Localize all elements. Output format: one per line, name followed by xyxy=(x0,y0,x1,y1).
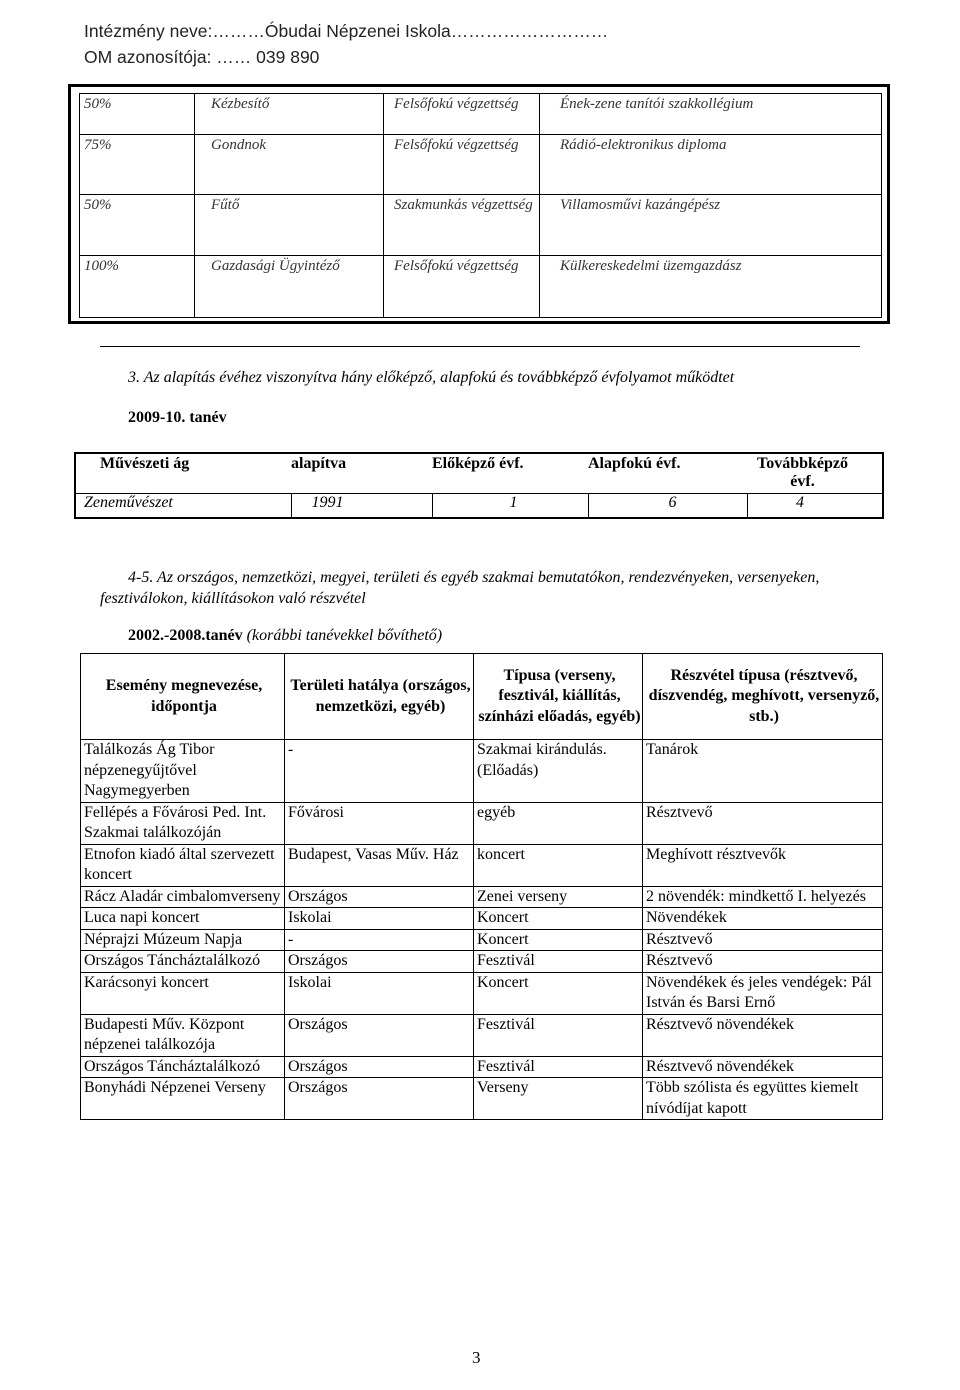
event-name: Találkozás Ág Tibor népzenegyűjtővel Nagymegyerben xyxy=(81,740,285,803)
column-header: Előképző évf. xyxy=(432,455,524,472)
event-scope: Budapest, Vasas Műv. Ház xyxy=(285,844,474,886)
staff-percent: 50% xyxy=(80,195,195,256)
table-row xyxy=(80,195,882,256)
event-name: Néprajzi Múzeum Napja xyxy=(81,929,285,951)
event-participation: Növendékek és jeles vendégek: Pál István és Barsi Ernő xyxy=(643,972,883,1014)
event-type: koncert xyxy=(474,844,643,886)
cell: 4 xyxy=(747,493,883,518)
event-name: Karácsonyi koncert xyxy=(81,972,285,1014)
column-header: alapítva xyxy=(291,455,347,472)
event-scope: Országos xyxy=(285,886,474,908)
staff-role: Gazdasági Ügyintéző xyxy=(195,256,384,318)
table-row xyxy=(81,1056,883,1078)
table-row xyxy=(81,1078,883,1120)
event-participation: Meghívott résztvevők xyxy=(643,844,883,886)
event-scope: - xyxy=(285,740,474,803)
staff-education: Felsőfokú végzettség xyxy=(384,94,540,135)
event-type: Zenei verseny xyxy=(474,886,643,908)
staff-qualification: Rádió-elektronikus diploma xyxy=(540,135,882,195)
staff-table-frame xyxy=(68,84,890,324)
institution-name: Intézmény neve:………Óbudai Népzenei Iskola……………………… xyxy=(84,21,609,41)
column-header: Továbbképző évf. xyxy=(757,455,848,490)
event-type: Fesztivál xyxy=(474,1014,643,1056)
event-participation: Résztvevő xyxy=(643,802,883,844)
staff-education: Szakmunkás végzettség xyxy=(384,195,540,256)
staff-percent: 50% xyxy=(80,94,195,135)
column-header: Részvétel típusa (résztvevő, díszvendég, meghívott, versenyző, stb.) xyxy=(643,654,883,740)
table-row xyxy=(81,740,883,803)
cell: 1 xyxy=(432,493,588,518)
section45-question: 4-5. Az országos, nemzetközi, megyei, területi és egyéb szakmai bemutatókon, rendezvényeken, versenyeken, fesztiválokon, kiállításokon való részvétel xyxy=(100,569,820,607)
event-participation: Résztvevő xyxy=(643,929,883,951)
event-participation: Növendékek xyxy=(643,908,883,930)
event-type: Szakmai kirándulás. (Előadás) xyxy=(474,740,643,803)
column-header: Típusa (verseny, fesztivál, kiállítás, színházi előadás, egyéb) xyxy=(474,654,643,740)
event-participation: Tanárok xyxy=(643,740,883,803)
staff-role: Gondnok xyxy=(195,135,384,195)
event-scope: Országos xyxy=(285,1078,474,1120)
event-name: Rácz Aladár cimbalomverseny xyxy=(81,886,285,908)
table-row xyxy=(75,453,883,493)
event-type: Koncert xyxy=(474,972,643,1014)
staff-qualification: Ének-zene tanítói szakkollégium xyxy=(540,94,882,135)
column-header: Területi hatálya (országos, nemzetközi, egyéb) xyxy=(285,654,474,740)
staff-education: Felsőfokú végzettség xyxy=(384,256,540,318)
section45-year xyxy=(128,627,442,645)
event-scope: Országos xyxy=(285,1056,474,1078)
staff-role: Kézbesítő xyxy=(195,94,384,135)
event-participation: Több szólista és együttes kiemelt nívódíjat kapott xyxy=(643,1078,883,1120)
events-table xyxy=(80,653,883,1120)
section3-question: 3. Az alapítás évéhez viszonyítva hány előképző, alapfokú és továbbképző évfolyamot működtet xyxy=(128,369,735,386)
staff-qualification: Villamosművi kazángépész xyxy=(540,195,882,256)
event-participation: 2 növendék: mindkettő I. helyezés xyxy=(643,886,883,908)
event-name: Etnofon kiadó által szervezett koncert xyxy=(81,844,285,886)
page-number: 3 xyxy=(472,1348,481,1367)
staff-percent: 100% xyxy=(80,256,195,318)
table-row xyxy=(81,844,883,886)
table-row xyxy=(75,493,883,518)
table-row xyxy=(81,951,883,973)
event-name: Országos Táncháztalálkozó xyxy=(81,1056,285,1078)
year-bold: 2002.-2008.tanév xyxy=(128,627,243,644)
om-id: OM azonosítója: …… 039 890 xyxy=(84,47,320,67)
event-type: Fesztivál xyxy=(474,951,643,973)
cell: Zeneművészet xyxy=(75,493,291,518)
divider xyxy=(100,346,860,347)
event-type: Verseny xyxy=(474,1078,643,1120)
table-row xyxy=(80,256,882,318)
cell: 6 xyxy=(588,493,747,518)
event-scope: Iskolai xyxy=(285,972,474,1014)
table-row xyxy=(81,908,883,930)
event-name: Bonyhádi Népzenei Verseny xyxy=(81,1078,285,1120)
table-row xyxy=(81,1014,883,1056)
event-type: egyéb xyxy=(474,802,643,844)
cell: 1991 xyxy=(291,493,432,518)
event-scope: Országos xyxy=(285,1014,474,1056)
event-scope: Országos xyxy=(285,951,474,973)
table-row xyxy=(81,654,883,740)
table-row xyxy=(81,929,883,951)
staff-qualification: Külkereskedelmi üzemgazdász xyxy=(540,256,882,318)
staff-percent: 75% xyxy=(80,135,195,195)
table-row xyxy=(81,802,883,844)
event-participation: Résztvevő növendékek xyxy=(643,1014,883,1056)
column-header: Esemény megnevezése, időpontja xyxy=(81,654,285,740)
event-participation: Résztvevő xyxy=(643,951,883,973)
event-type: Koncert xyxy=(474,929,643,951)
event-type: Koncert xyxy=(474,908,643,930)
section3-year: 2009-10. tanév xyxy=(128,409,227,426)
table-row xyxy=(80,94,882,135)
staff-education: Felsőfokú végzettség xyxy=(384,135,540,195)
event-scope: Fővárosi xyxy=(285,802,474,844)
table-row xyxy=(80,135,882,195)
event-name: Országos Táncháztalálkozó xyxy=(81,951,285,973)
event-name: Fellépés a Fővárosi Ped. Int. Szakmai találkozóján xyxy=(81,802,285,844)
event-name: Luca napi koncert xyxy=(81,908,285,930)
event-participation: Résztvevő növendékek xyxy=(643,1056,883,1078)
table-row xyxy=(81,972,883,1014)
column-header: Művészeti ág xyxy=(100,455,190,472)
staff-role: Fűtő xyxy=(195,195,384,256)
table-row xyxy=(81,886,883,908)
event-name: Budapesti Műv. Központ népzenei találkozója xyxy=(81,1014,285,1056)
event-scope: - xyxy=(285,929,474,951)
staff-table xyxy=(79,93,882,318)
column-header: Alapfokú évf. xyxy=(588,455,681,472)
branch-table xyxy=(74,452,884,519)
event-type: Fesztivál xyxy=(474,1056,643,1078)
event-scope: Iskolai xyxy=(285,908,474,930)
year-note: (korábbi tanévekkel bővíthető) xyxy=(242,627,443,644)
